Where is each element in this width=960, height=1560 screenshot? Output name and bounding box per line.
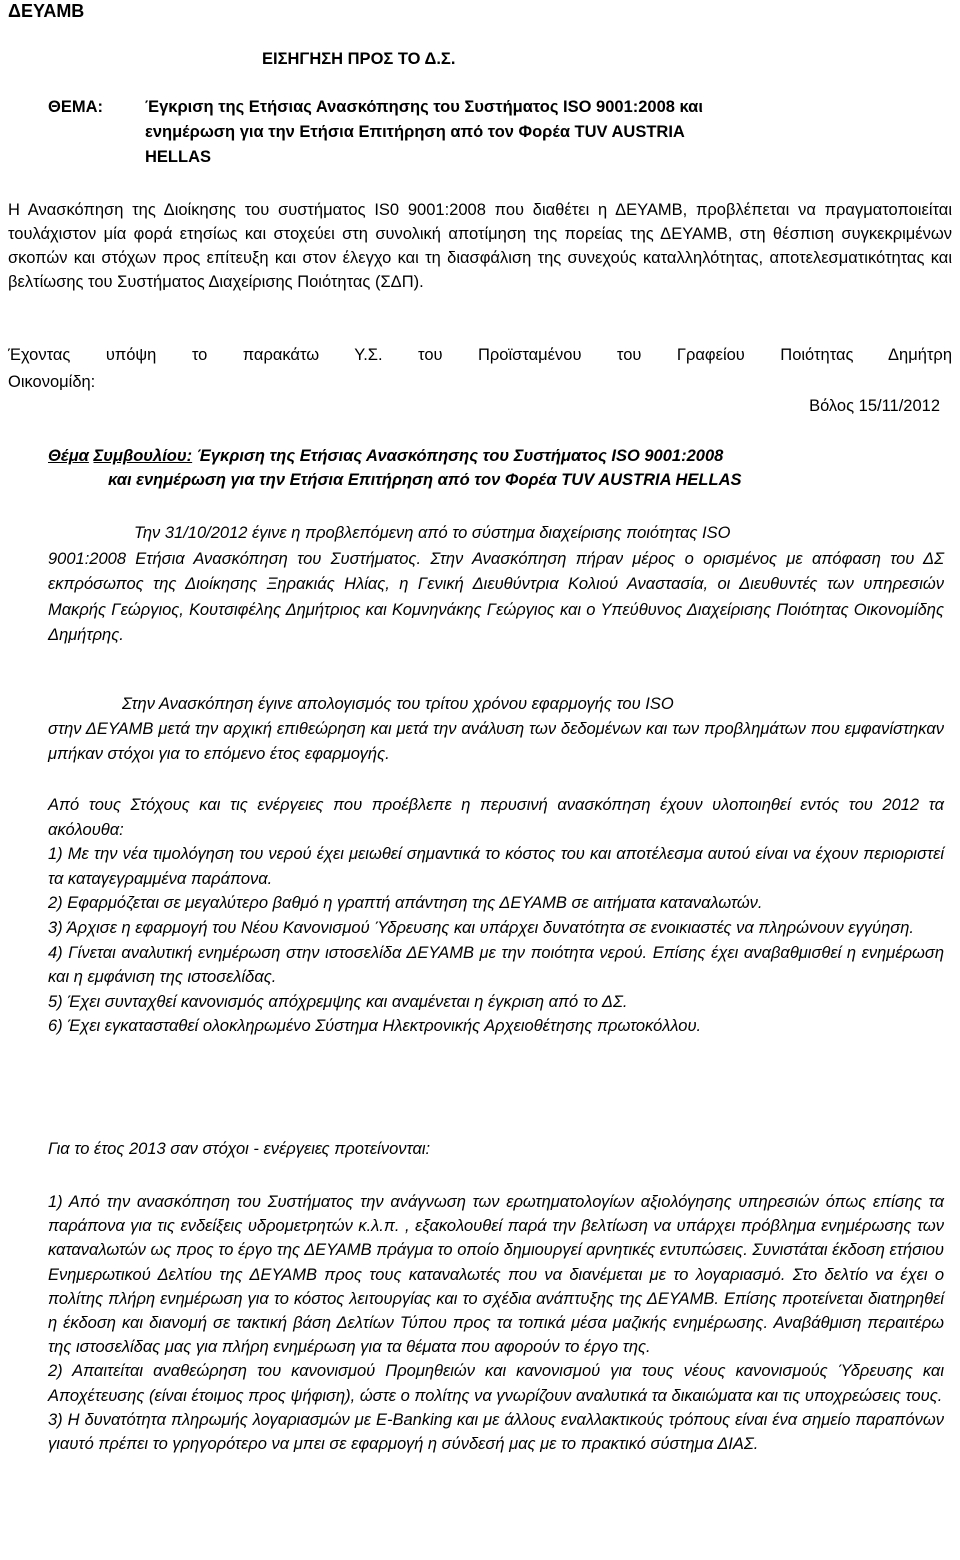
achievement-item-2: 2) Εφαρμόζεται σε μεγαλύτερο βαθμό η γραπτή απάντηση της ΔΕΥΑΜΒ σε αιτήματα καταναλωτών. xyxy=(48,894,763,913)
goals-intro: Για το έτος 2013 σαν στόχοι - ενέργειες προτείνονται: xyxy=(48,1140,431,1158)
achievement-item-1: 1) Με την νέα τιμολόγηση του νερού έχει μειωθεί σημαντικά το κόστος του και αποτέλεσμα αυτού είναι να έχουν περιοριστεί τα καταγεγραμμένα παράπονα. xyxy=(48,845,944,888)
subject-line-3: HELLAS xyxy=(145,148,211,166)
subject-label: ΘΕΜΑ: xyxy=(48,98,103,116)
memo-paragraph-1 xyxy=(48,521,944,649)
achievement-item-5: 5) Έχει συνταχθεί κανονισμός απόχρεμψης και αναμένεται η έγκριση από το ΔΣ. xyxy=(48,992,628,1011)
goal-item-3: 3) Η δυνατότητα πληρωμής λογαριασμών με E-Banking και με άλλους εναλλακτικούς τρόπους είναι ένα σημείο παραπόνων γιαυτό πρέπει το γρηγορότερο να μπει σε εφαρμογή η σύνδεσή μας με το πρακτικό σύστημα ΔΙΑΣ. xyxy=(48,1410,944,1454)
subject-line-2: ενημέρωση για την Ετήσια Επιτήρηση από τον Φορέα TUV AUSTRIA xyxy=(145,123,685,141)
memo-subject-prefix: Θέμα xyxy=(48,447,89,465)
memo-subject-text-1: Έγκριση της Ετήσιας Ανασκόπησης του Συστήματος ISO 9001:2008 xyxy=(192,447,724,465)
memo-subject-board: Συμβουλίου: xyxy=(93,447,193,465)
org-name: ΔΕΥΑΜΒ xyxy=(8,1,85,21)
memo-p2-first-line: Στην Ανασκόπηση έγινε απολογισμός του τρίτου χρόνου εφαρμογής του ISO xyxy=(122,695,674,713)
memo-subject-line-1 xyxy=(48,447,723,466)
intro-paragraph: Η Ανασκόπηση της Διοίκησης του συστήματος IS0 9001:2008 που διαθέτει η ΔΕΥΑΜΒ, προβλέπεται να πραγματοποιείται τουλάχιστον μία φορά ετησίως και στοχεύει στη συνολική αποτίμηση της πορείας της ΔΕΥΑΜΒ, στη θέσπιση συγκεκριμένων σκοπών και στόχων προς επίτευξη και στον έλεγχο και τη διασφάλιση της συνεχούς καταλληλότητας, αποτελεσματικότητας και βελτίωσης του Συστήματος Διαχείρισης Ποιότητας (ΣΔΠ). xyxy=(8,201,952,291)
achievement-item-3: 3) Άρχισε η εφαρμογή του Νέου Κανονισμού Ύδρευσης και υπάρχει δυνατότητα σε ενοικιαστές να πληρώνουν εγγύηση. xyxy=(48,918,914,937)
memo-subject-line-2: και ενημέρωση για την Ετήσια Επιτήρηση από τον Φορέα TUV AUSTRIA HELLAS xyxy=(108,471,742,489)
memo-p2-body: στην ΔΕΥΑΜΒ μετά την αρχική επιθεώρηση και μετά την ανάλυση των δεδομένων και των προβλημάτων που εμφανίστηκαν μπήκαν στόχοι για το επόμενο έτος εφαρμογής. xyxy=(48,720,944,763)
memo-p1-body: 9001:2008 Ετήσια Ανασκόπηση του Συστήματος. Στην Ανασκόπηση πήραν μέρος ο ορισμένος με απόφαση του ΔΣ εκπρόσωπος της Διοίκησης Ξηρακιάς Ηλίας, η Γενική Διευθύντρια Κολιού Αναστασία, οι Διευθυντές των υπηρεσιών Μακρής Γεώργιος, Κουτσιφέλης Δημήτριος και Κομνηνάκης Γεώργιος και ο Υπεύθυνος Διαχείρισης Ποιότητας Οικονομίδης Δημήτρης. xyxy=(48,549,944,644)
place-date: Βόλος 15/11/2012 xyxy=(809,397,940,415)
goal-item-2: 2) Απαιτείται αναθεώρηση του κανονισμού Προμηθειών και κανονισμού για τους νέους κανονισμούς Ύδρευσης και Αποχέτευσης (είναι έτοιμος προς ψήφιση), ώστε ο πολίτης να γνωρίζουν αναλυτικά τα δικαιώματα και τις υποχρεώσεις τους. xyxy=(48,1362,944,1405)
proposal-title: ΕΙΣΗΓΗΣΗ ΠΡΟΣ ΤΟ Δ.Σ. xyxy=(262,50,456,68)
goals-section xyxy=(48,1190,944,1456)
achievement-item-6: 6) Έχει εγκατασταθεί ολοκληρωμένο Σύστημα Ηλεκτρονικής Αρχειοθέτησης πρωτοκόλλου. xyxy=(48,1017,702,1036)
achievement-item-4: 4) Γίνεται αναλυτική ενημέρωση στην ιστοσελίδα ΔΕΥΑΜΒ με την ποιότητα νερού. Επίσης έχει αναβαθμισθεί η ενημέρωση και η εμφάνιση της ιστοσελίδας. xyxy=(48,943,944,987)
considering-line-2: Οικονομίδη: xyxy=(8,373,96,391)
achievements-section xyxy=(48,793,944,1039)
subject-line-1: Έγκριση της Ετήσιας Ανασκόπησης του Συστήματος ISO 9001:2008 και xyxy=(145,98,703,116)
considering-line-1: Έχοντας υπόψη το παρακάτω Υ.Σ. του Προϊσταμένου του Γραφείου Ποιότητας Δημήτρη xyxy=(8,346,952,364)
goal-item-1: 1) Από την ανασκόπηση του Συστήματος την ανάγνωση των ερωτηματολογίων αξιολόγησης υπηρεσιών όπως επίσης τα παράπονα για τις ενδείξεις υδρομετρητών κ.λ.π. , εξακολουθεί παρά την βελτίωση να υπάρχει πρόβλημα ενημέρωσης των καταναλωτών ως προς το έργο της ΔΕΥΑΜΒ πράγμα το οποίο δημιουργεί αρνητικές εντυπώσεις. Συνιστάται έκδοση ετήσιου Ενημερωτικού Δελτίου της ΔΕΥΑΜΒ προς τους καταναλωτές που να διανέμεται με το λογαριασμό. Στο δελτίο να έχει ο πολίτης πλήρη ενημέρωση για το κόστος λειτουργίας και το σχέδια ανάπτυξης της ΔΕΥΑΜΒ. Επίσης προτείνεται διατηρηθεί η έκδοση και διανομή σε τακτική βάση Δελτίων Τύπου προς τα τοπικά μέσα μαζικής ενημέρωσης. Αναβάθμιση περαιτέρω της ιστοσελίδας μας για πλήρη ενημέρωση για τα θέματα που αφορούν το έργο της. xyxy=(48,1193,944,1357)
achievements-intro: Από τους Στόχους και τις ενέργειες που προέβλεπε η περυσινή ανασκόπηση έχουν υλοποιηθεί εντός του 2012 τα ακόλουθα: xyxy=(48,796,944,839)
memo-paragraph-2 xyxy=(48,692,944,767)
memo-p1-first-line: Την 31/10/2012 έγινε η προβλεπόμενη από το σύστημα διαχείρισης ποιότητας ISO xyxy=(134,524,731,542)
